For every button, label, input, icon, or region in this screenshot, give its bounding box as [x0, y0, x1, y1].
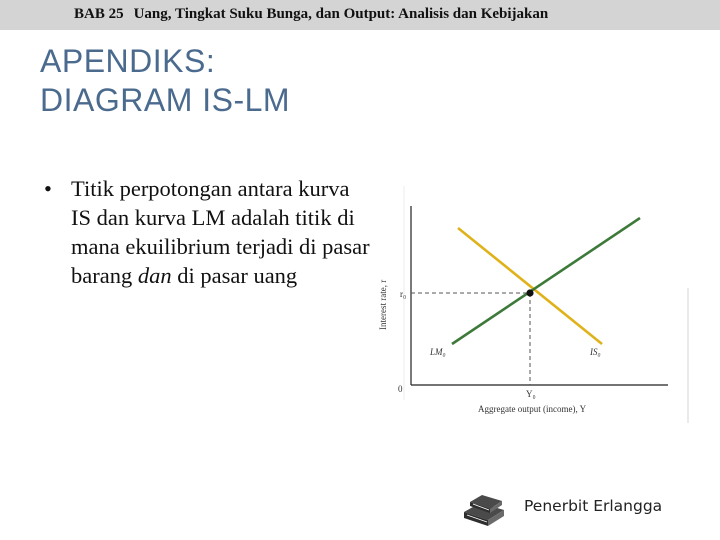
r0-label: r₀ — [400, 289, 407, 299]
books-stack-icon — [462, 490, 506, 530]
chapter-header — [74, 6, 548, 23]
chapter-subtitle: Uang, Tingkat Suku Bunga, dan Output: Analisis dan Kebijakan — [133, 6, 549, 22]
bullet-text-end: di pasar uang — [171, 263, 298, 288]
is-curve-label: IS₀ — [590, 347, 601, 357]
lm-curve — [452, 218, 640, 344]
is-lm-diagram — [370, 178, 690, 428]
slide-title-line-1: APENDIKS: — [40, 43, 216, 79]
origin-label: 0 — [398, 384, 403, 394]
slide-title — [40, 42, 290, 120]
chapter-number: BAB 25 — [74, 6, 124, 22]
slide-title-line-2: DIAGRAM IS-LM — [40, 82, 291, 118]
lm-curve-label: LM₀ — [430, 347, 446, 357]
bullet-text-start: Titik perpotongan antara kurva IS dan kurva LM adalah titik di mana ekuilibrium terjadi di pasar barang — [71, 176, 370, 288]
x-axis-label: Aggregate output (income), Y — [478, 404, 587, 414]
bullet-text — [71, 174, 371, 290]
y0-label: Y₀ — [526, 389, 536, 399]
bullet-text-emphasis: dan — [137, 263, 172, 288]
publisher-name: Penerbit Erlangga — [524, 497, 663, 515]
bullet-dot: • — [44, 176, 52, 201]
equilibrium-point — [526, 289, 533, 296]
y-axis-label: Interest rate, r — [378, 279, 388, 330]
